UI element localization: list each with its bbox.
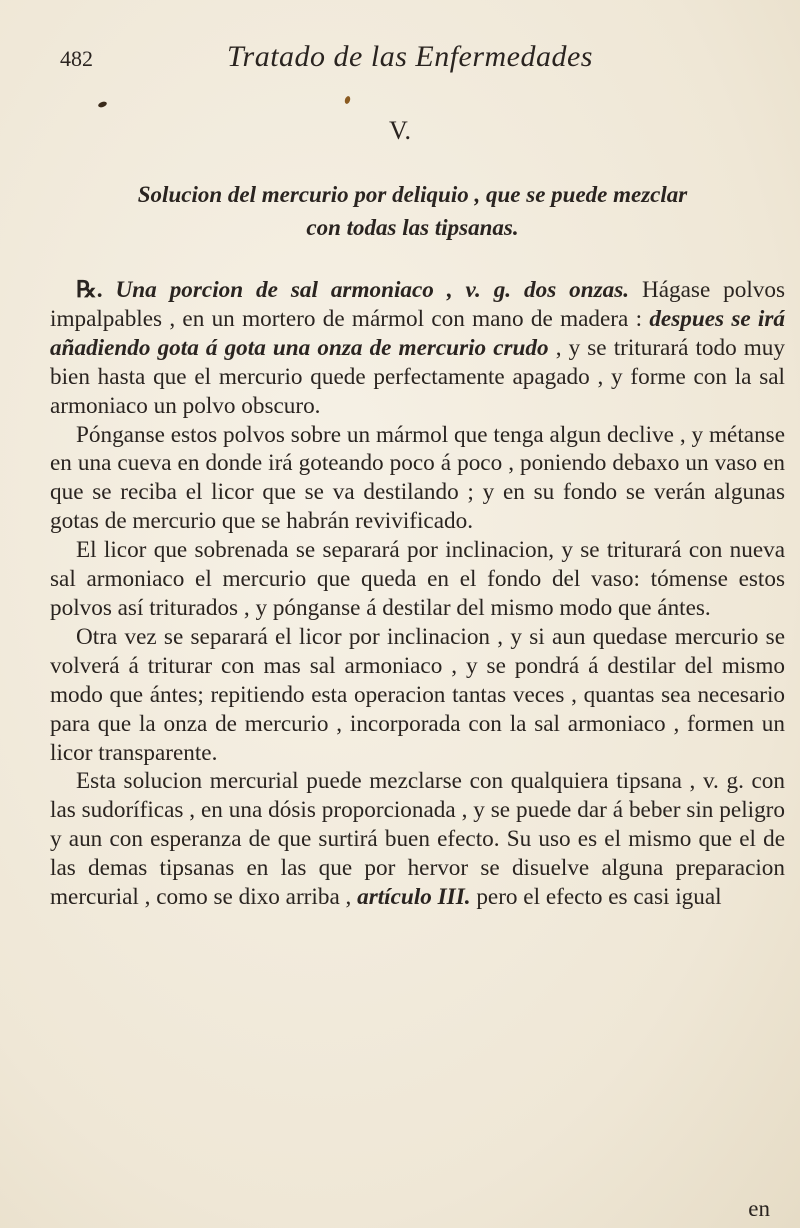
catchword: en [748, 1196, 770, 1221]
section-number: V. [389, 116, 411, 145]
paragraph-5-italic: artículo III. [357, 884, 471, 911]
ink-spot-decoration [97, 101, 107, 109]
paragraph-4: Otra vez se separará el licor por inclinacion , y si aun quedase mercurio se volverá á triturar con mas sal armoniaco , y se pondrá á destilar del mismo modo que ántes; repitiendo esta operacion tantas veces , quantas sea necesario para que la onza de mercurio , incorporada con la sal armoniaco , formen un licor transparente. [50, 623, 785, 766]
page-header [60, 32, 760, 82]
paragraph-1-italic-2: despues se irá añadiendo gota á gota una onza de mercurio crudo [50, 305, 785, 361]
paragraph-1-text-1: Hágase polvos impalpables , en un mortero de mármol con mano de madera : [50, 277, 786, 332]
paragraph-1-text-2: , y se triturará todo muy bien hasta que el mercurio quede perfectamente apagado , y forme con la sal armoniaco un polvo obscuro. [50, 334, 785, 419]
paragraph-1 [50, 276, 785, 421]
section-title-line-2: con todas las tipsanas. [306, 215, 519, 240]
paragraph-2: Pónganse estos polvos sobre un mármol que tenga algun declive , y métanse en una cueva en donde irá goteando poco á poco , poniendo debaxo un vaso en que se reciba el licor que se va destilando ; y en su fondo se verán algunas gotas de mercurio que se habrán revivificado. [50, 421, 785, 535]
recipe-symbol: ℞. [76, 277, 103, 303]
paragraph-3: El licor que sobrenada se separará por inclinacion, y se triturará con nueva sal armoniaco el mercurio que queda en el fondo del vaso: tómense estos polvos así triturados , y pónganse á destilar del mismo modo que ántes. [50, 537, 785, 621]
page-number: 482 [60, 46, 93, 71]
paragraph-5 [50, 767, 785, 912]
paragraph-5-text-1: Esta solucion mercurial puede mezclarse con qualquiera tipsana , v. g. con las sudoríficas , en una dósis proporcionada , y se puede dar á beber sin peligro y aun con esperanza de que surtirá buen efecto. Su uso es el mismo que el de las demas tipsanas en las que por hervor se disuelve alguna preparacion mercurial , como se dixo arriba , [50, 768, 785, 911]
section-title-line-1: Solucion del mercurio por deliquio , que se puede mezclar [137, 182, 688, 207]
section-title [40, 178, 785, 244]
paragraph-5-text-2: pero el efecto es casi igual [470, 884, 722, 911]
ink-spot-decoration [344, 95, 351, 104]
body-text [50, 276, 785, 912]
paragraph-1-italic-1: Una porcion de sal armoniaco , v. g. dos onzas. [115, 277, 630, 303]
running-title: Tratado de las Enfermedades [227, 40, 593, 73]
